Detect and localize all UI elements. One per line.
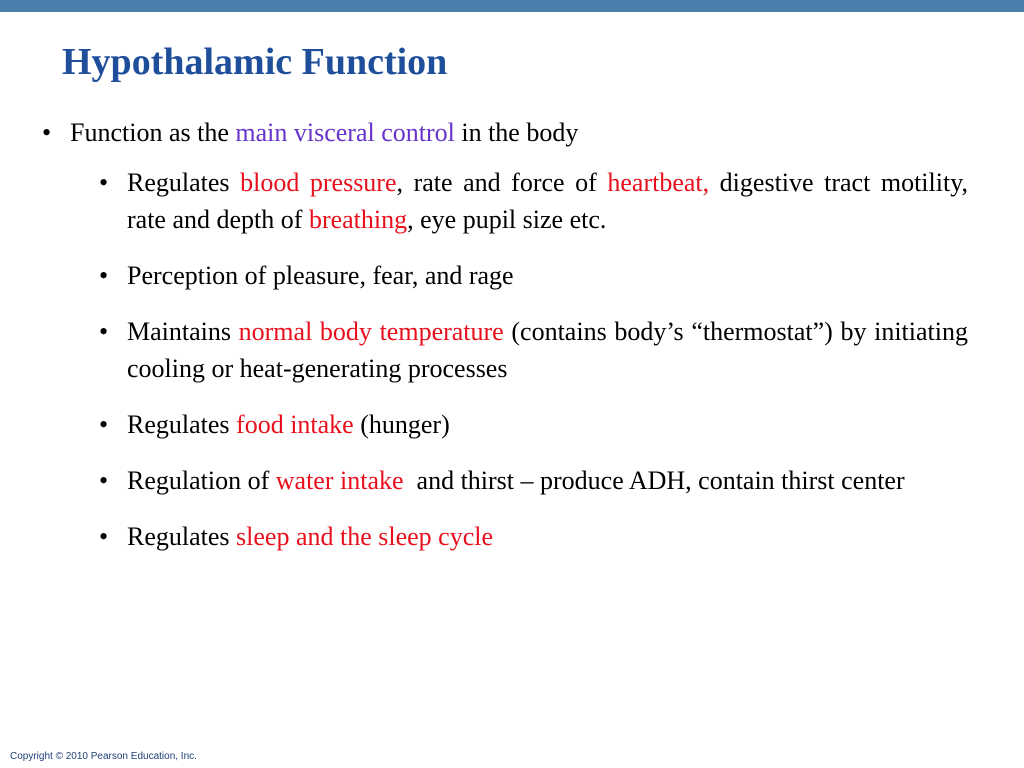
- main-bullet-highlight: main visceral control: [235, 118, 455, 147]
- sub-bullet-temperature: [99, 313, 968, 387]
- sub-bullet-water-intake: [99, 462, 968, 499]
- main-bullet: [42, 114, 968, 152]
- bullet-icon: •: [99, 522, 109, 551]
- text: Regulates: [127, 522, 237, 551]
- text: digestive tract motility, rate and depth of: [127, 168, 969, 234]
- text: (contains body’s “thermostat”) by initiating cooling or heat-generating processes: [127, 317, 968, 383]
- slide-content: [42, 114, 968, 574]
- text: Maintains: [127, 317, 239, 346]
- copyright-notice: Copyright © 2010 Pearson Education, Inc.: [10, 751, 197, 762]
- bullet-icon: •: [99, 261, 109, 290]
- sub-bullet-perception: [99, 257, 968, 294]
- bullet-icon: •: [42, 118, 52, 147]
- text: Regulation of: [127, 466, 276, 495]
- text: (hunger): [353, 410, 450, 439]
- sub-bullet-vital-regulation: [99, 164, 968, 238]
- highlight-water-intake: water intake: [275, 466, 404, 495]
- text: Perception of pleasure, fear, and rage: [127, 261, 514, 290]
- highlight-breathing: breathing: [308, 205, 408, 234]
- main-bullet-text-before: Function as the: [70, 118, 236, 147]
- text: , rate and force of: [396, 168, 608, 197]
- bullet-icon: •: [99, 466, 109, 495]
- slide-title: Hypothalamic Function: [62, 41, 448, 83]
- highlight-body-temperature: normal body temperature: [238, 317, 504, 346]
- top-accent-bar: [0, 0, 1024, 12]
- sub-bullet-food-intake: [99, 406, 968, 443]
- highlight-heartbeat: heartbeat,: [607, 168, 710, 197]
- highlight-food-intake: food intake: [236, 410, 354, 439]
- text: Regulates: [127, 410, 237, 439]
- text: , eye pupil size etc.: [407, 205, 607, 234]
- sub-bullet-list: [42, 164, 968, 555]
- bullet-icon: •: [99, 410, 109, 439]
- main-bullet-text-after: in the body: [454, 118, 579, 147]
- bullet-icon: •: [99, 317, 109, 346]
- highlight-blood-pressure: blood pressure: [240, 168, 397, 197]
- bullet-icon: •: [99, 168, 109, 197]
- sub-bullet-sleep: [99, 518, 968, 555]
- text: Regulates: [127, 168, 241, 197]
- text: and thirst – produce ADH, contain thirst center: [403, 466, 905, 495]
- highlight-sleep-cycle: sleep and the sleep cycle: [236, 522, 494, 551]
